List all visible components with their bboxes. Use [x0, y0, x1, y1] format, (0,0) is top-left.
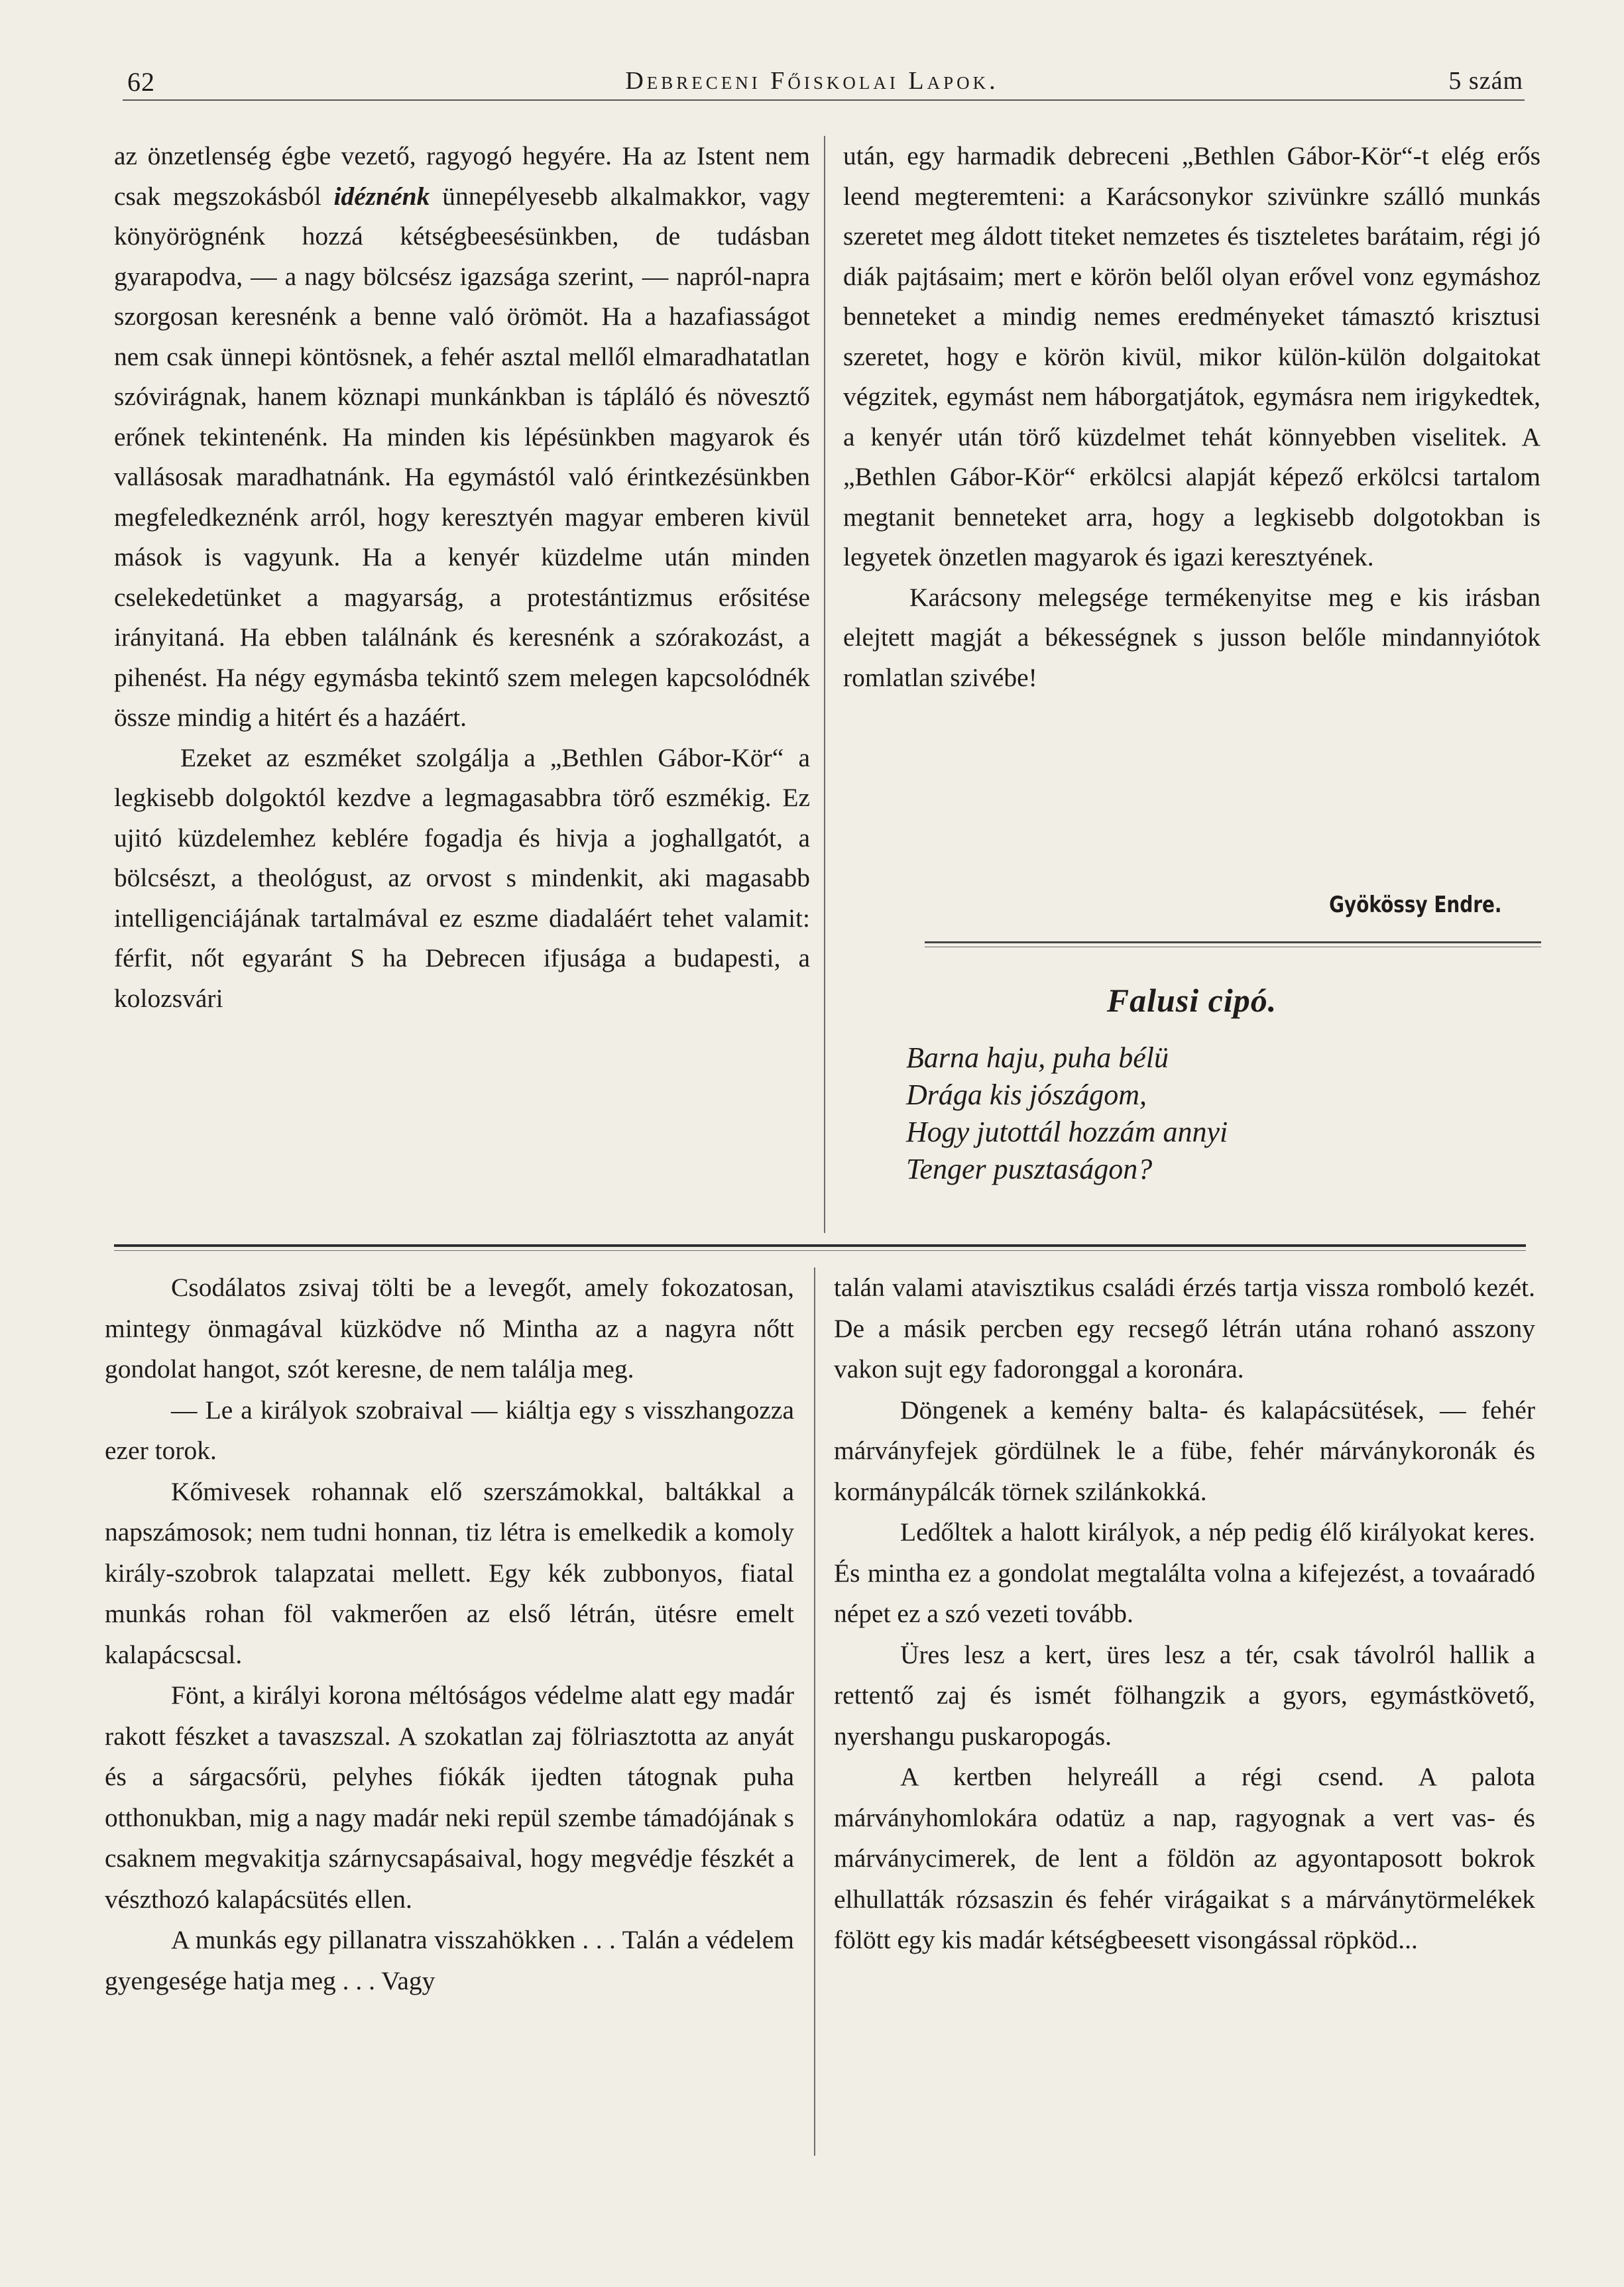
- section-rule: [925, 941, 1541, 943]
- article-top-right-column: [843, 136, 1540, 697]
- paragraph-text: az önzetlenség égbe vezető, ragyogó hegyére. Ha az Istent nem csak megszokásból: [114, 141, 810, 211]
- story-bottom-left-column: [105, 1267, 794, 2001]
- story-paragraph: talán valami atavisztikus családi érzés tartja vissza romboló kezét. De a másik percben egy recsegő létrán utána rohanó asszony vakon sujt egy fadoronggal a koronára.: [834, 1273, 1535, 1383]
- publication-title: Debreceni Főiskolai Lapok.: [625, 67, 999, 95]
- emphasized-word: idéznénk: [333, 181, 430, 211]
- poem-line: Tenger pusztaságon?: [906, 1153, 1153, 1185]
- page-number: 62: [127, 67, 155, 97]
- story-separator-rule: [114, 1244, 1526, 1247]
- issue-label: 5 szám: [1448, 67, 1523, 95]
- poem-line: Drága kis jószágom,: [906, 1079, 1147, 1111]
- story-paragraph: A munkás egy pillanatra visszahökken . . . Talán a védelem gyengesége hatja meg . . . Vagy: [105, 1925, 794, 1995]
- story-paragraph: Csodálatos zsivaj tölti be a levegőt, amely fokozatosan, mintegy önmagával küzködve nő Mintha az a nagyra nőtt gondolat hangot, szót keresne, de nem találja meg.: [105, 1273, 794, 1383]
- article-paragraph: [114, 136, 810, 738]
- story-paragraph: Fönt, a királyi korona méltóságos védelme alatt egy madár rakott fészket a tavaszszal. A szokatlan zaj fölriasztotta az anyát és a sárgacsőrü, pelyhes fiókák ijedten tátognak puha otthonukban, mig a nagy madár neki repül szembe támadójának s csaknem megvakitja szárnycsapásaival, hogy megvédje fészkét a vészthozó kalapácsütés ellen.: [105, 1680, 794, 1914]
- article-paragraph: után, egy harmadik debreceni „Bethlen Gábor-Kör“-t elég erős leend megteremteni: a Karácsonykor szivünkre szálló munkás szeretet meg áldott titeket nemzetes és tiszteletes barátaim, régi jó diák pajtásaim; mert e körön belől olyan erővel vonz egymáshoz benneteket a mindig nemes eredményeket támasztó krisztusi szeretet, hogy e körön kivül, mikor külön-külön dolgaitokat végzitek, egymást nem háborgatjátok, egymásra nem irigykedtek, a kenyér után törő küzdelmet tehát könnyebben viselitek. A „Bethlen Gábor-Kör“ erkölcsi alapját képező erkölcsi tartalom megtanit benneteket arra, hogy a legkisebb dolgotokban is legyetek önzetlen magyarok és igazi keresztyének.: [843, 141, 1540, 571]
- story-bottom-right-column: [834, 1267, 1535, 1961]
- header-rule: [123, 99, 1525, 101]
- author-signature: Gyökössy Endre.: [1328, 892, 1501, 918]
- paragraph-text: ünnepélyesebb alkalmakkor, vagy könyörögnénk hozzá kétségbeesésünkben, de tudásban gyarapodva, — a nagy bölcsész igazsága szerint, — napról-napra szorgosan keresnénk a benne való örömöt. Ha a hazafiasságot nem csak ünnepi köntösnek, a fehér asztal mellől elmaradhatatlan szóvirágnak, hanem köznapi munkánkban is tápláló és növesztő erőnek tekintenénk. Ha minden kis lépésünkben magyarok és vallásosak maradhatnánk. Ha egymástól való érintkezésünkben megfeledkeznénk arról, hogy keresztyén magyar emberen kivül mások is vagyunk. Ha a kenyér küzdelme után minden cselekedetünket a magyarság, a protestántizmus erősitése irányitaná. Ha ebben találnánk és keresnénk a szórakozást, a pihenést. Ha négy egymásba tekintő szem melegen kapcsolódnék össze mindig a hitért és a hazáért.: [114, 181, 810, 732]
- story-separator-rule: [114, 1250, 1526, 1251]
- story-paragraph: Kőmivesek rohannak elő szerszámokkal, baltákkal a napszámosok; nem tudni honnan, tiz létra is emelkedik a komoly király-szobrok talapzatai mellett. Egy kék zubbonyos, fiatal munkás rohan föl vakmerően az első létrán, ütésre emelt kalapácscsal.: [105, 1476, 794, 1669]
- paragraph-text: Ezeket az eszméket szolgálja a „Bethlen Gábor-Kör“ a legkisebb dolgoktól kezdve a legmagasabbra törő eszmékig. Ez ujitó küzdelemhez keblére fogadja és hivja a joghallgatót, a bölcsészt, a theológust, az orvost s mindenkit, aki magasabb intelligenciájának tartalmával ez eszme diadaláért tehet valamit: férfit, nőt egyaránt S ha Debrecen ifjusága a budapesti, a kolozsvári: [114, 742, 810, 1013]
- story-paragraph: — Le a királyok szobraival — kiáltja egy s visszhangozza ezer torok.: [105, 1395, 794, 1465]
- article-paragraph: Karácsony melegsége termékenyitse meg e kis irásban elejtett magját a békességnek s jusson belőle mindannyiótok romlatlan szivébe!: [843, 582, 1540, 692]
- poem-line: Hogy jutottál hozzám annyi: [906, 1116, 1228, 1148]
- poem-body: [906, 1039, 1228, 1188]
- story-paragraph: Üres lesz a kert, üres lesz a tér, csak távolról hallik a rettentő zaj és ismét fölhangzik a gyors, egymástkövető, nyershangu puskaropogás.: [834, 1639, 1535, 1751]
- story-paragraph: A kertben helyreáll a régi csend. A palota márványhomlokára odatüz a nap, ragyognak a vert vas- és márványcimerek, de lent a földön az agyontaposott bokrok elhullatták rózsaszin és fehér virágaikat s a márványtörmelékek fölött egy kis madár kétségbeesett visongással röpköd...: [834, 1762, 1535, 1954]
- article-top-left-column: [114, 136, 810, 1018]
- story-paragraph: Döngenek a kemény balta- és kalapácsütések, — fehér márványfejek gördülnek le a fübe, fehér márványkoronák és kormánypálcák törnek szilánkokká.: [834, 1395, 1535, 1506]
- story-paragraph: Ledőltek a halott királyok, a nép pedig élő királyokat keres. És mintha ez a gondolat megtalálta volna a kifejezést, a tovaáradó népet ez a szó vezeti tovább.: [834, 1517, 1535, 1628]
- column-divider-bottom: [814, 1267, 815, 2156]
- column-divider-top: [824, 136, 825, 1233]
- article-paragraph: [114, 738, 810, 1019]
- poem-line: Barna haju, puha bélü: [906, 1041, 1169, 1074]
- poem-title: Falusi cipó.: [1106, 982, 1277, 1019]
